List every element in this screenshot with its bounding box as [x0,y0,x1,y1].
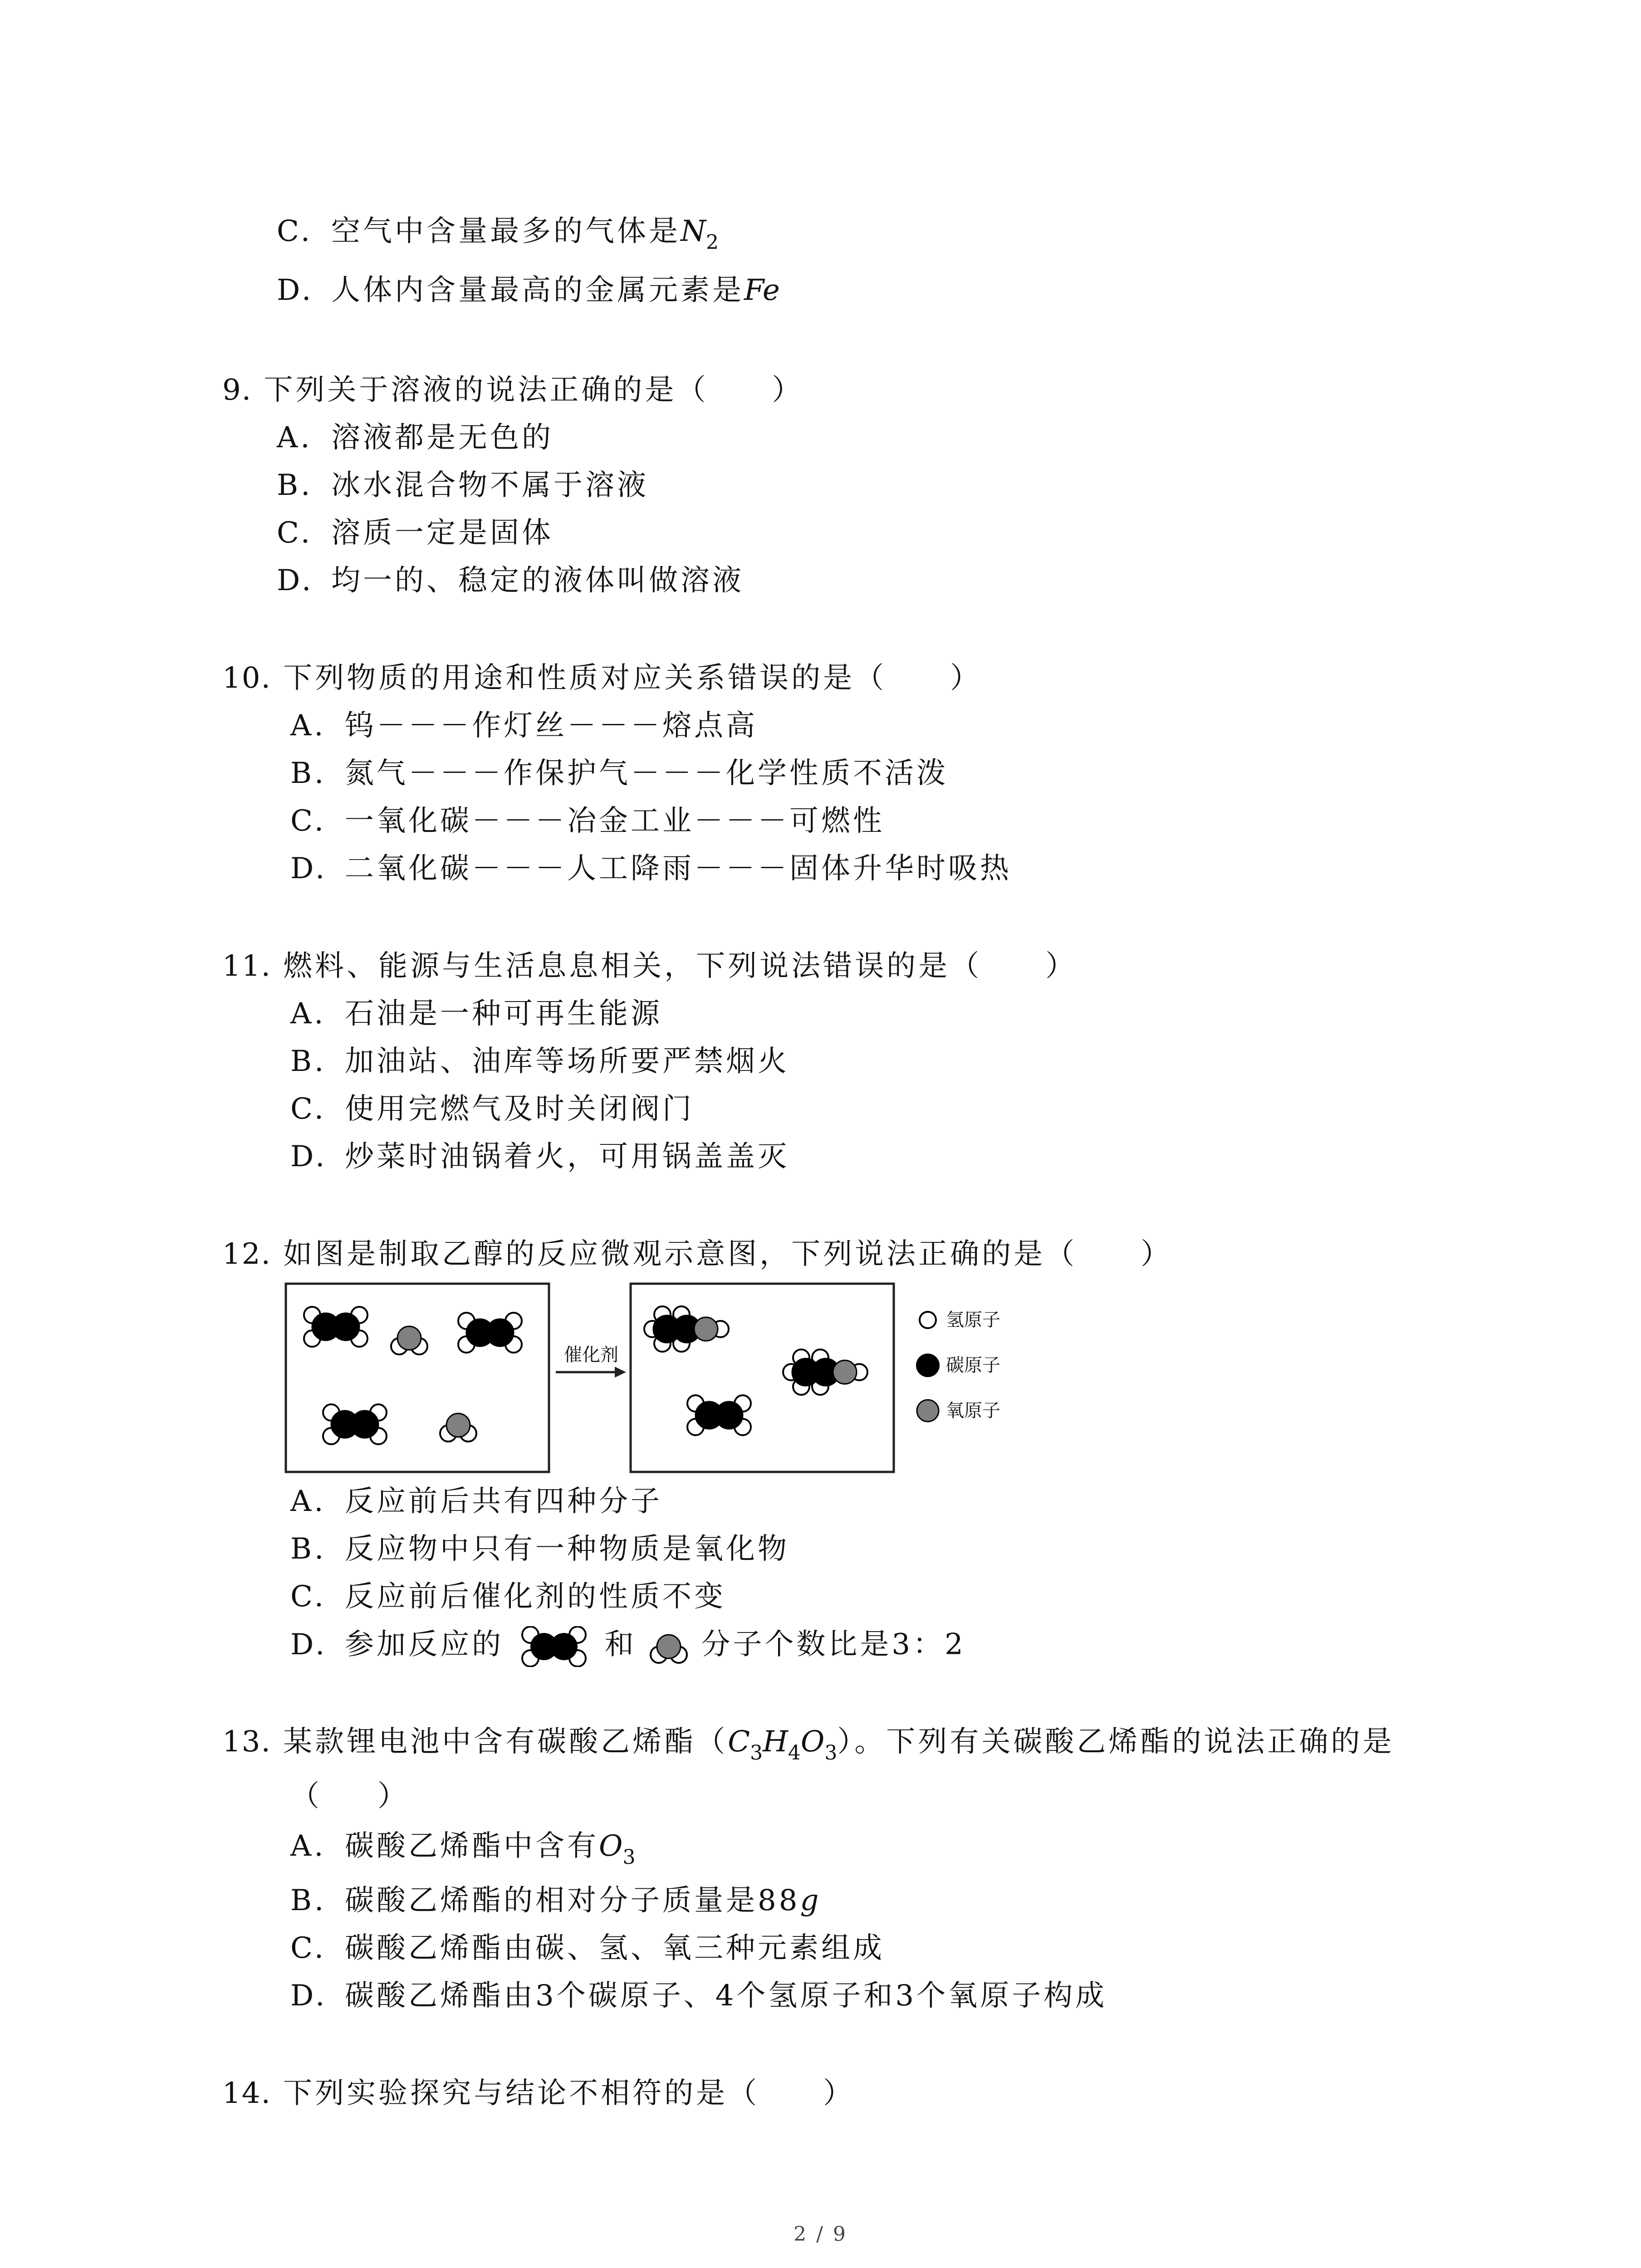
q11-option-b [290,1043,789,1080]
question-stem: 燃料、能源与生活息息相关，下列说法错误的是（ ） [283,949,1078,983]
option-text: 碳酸乙烯酯由3个碳原子、4个氢原子和3个氧原子构成 [345,1979,1107,2013]
option-text: 反应前后共有四种分子 [345,1485,662,1518]
q13-option-d [290,1978,1107,2014]
question-stem: 下列实验探究与结论不相符的是（ ） [283,2077,855,2110]
option-letter: C. [290,1092,327,1126]
option-letter: A. [290,997,326,1031]
option-text: 人体内含量最高的金属元素是 [331,274,744,307]
q10-option-b [290,755,948,792]
option-letter: C. [277,516,313,550]
option-text: 钨－－－作灯丝－－－熔点高 [345,709,758,743]
q11-option-d [290,1139,789,1175]
q12-stem [222,1236,1172,1272]
option-letter: D. [290,852,328,885]
option-letter: A. [290,709,326,743]
option-text: 反应物中只有一种物质是氧化物 [345,1532,789,1566]
ethylene-inline-icon [515,1626,593,1667]
formula: N [681,215,706,248]
q10-option-c [290,803,885,839]
question-number: 9. [222,373,252,407]
formula-c: C [728,1725,750,1759]
hydrogen-legend-icon [920,1312,936,1328]
question-number: 11. [222,949,271,983]
q8-option-d [277,272,780,308]
option-text: 参加反应的 [345,1628,504,1662]
option-letter: B. [290,1532,327,1566]
q14-stem [222,2075,855,2112]
option-letter: B. [277,469,313,502]
formula-h-sub: 4 [788,1741,801,1765]
option-text: 二氧化碳－－－人工降雨－－－固体升华时吸热 [345,852,1012,885]
legend-label-hydrogen: 氢原子 [946,1310,1000,1330]
option-letter: D. [290,1979,328,2013]
question-number: 12. [222,1237,271,1271]
question-stem-start: 某款锂电池中含有碳酸乙烯酯（ [283,1725,728,1759]
option-letter: C. [290,1931,327,1965]
option-text: 碳酸乙烯酯的相对分子质量是88 [345,1884,800,1917]
question-number: 13. [222,1725,271,1759]
option-letter: C. [290,804,327,838]
catalyst-label: 催化剂 [564,1345,618,1365]
q12-option-a [290,1483,662,1520]
carbon-legend-icon [916,1354,940,1377]
q13-option-b [290,1882,818,1919]
option-text: 碳酸乙烯酯中含有 [345,1829,599,1863]
option-text: 溶液都是无色的 [331,421,554,455]
q13-answer-paren [290,1778,407,1814]
question-stem: 下列关于溶液的说法正确的是（ ） [264,373,804,407]
formula: Fe [744,274,780,307]
question-number: 10. [222,661,271,695]
option-letter: A. [290,1829,326,1863]
option-text: 溶质一定是固体 [331,516,554,550]
legend-label-carbon: 碳原子 [946,1355,1000,1375]
formula-unit: g [800,1884,819,1917]
option-text: 石油是一种可再生能源 [345,997,662,1031]
q11-stem [222,948,1077,984]
option-letter: D. [290,1628,328,1662]
option-text: 冰水混合物不属于溶液 [331,469,649,502]
question-stem-end: ）。下列有关碳酸乙烯酯的说法正确的是 [837,1725,1395,1759]
option-letter: A. [290,1485,326,1518]
option-text: 均一的、稳定的液体叫做溶液 [331,564,744,597]
q13-option-a [290,1828,635,1876]
q13-stem [222,1724,1394,1771]
formula-h: H [763,1725,788,1759]
water-inline-icon [648,1628,689,1665]
q10-option-a [290,708,758,744]
reaction-diagram [281,1279,1043,1479]
option-text-ratio: 分子个数比是3：2 [701,1628,966,1662]
q10-option-d [290,850,1012,887]
arrow-head [615,1367,626,1378]
option-letter: B. [290,1045,327,1078]
formula-subscript: 2 [706,231,719,254]
option-letter: C. [290,1580,327,1613]
q9-option-b [277,467,649,503]
page-number: 2 / 9 [794,2223,847,2246]
formula-o-sub: 3 [824,1741,838,1765]
legend [916,1310,1000,1422]
option-letter: D. [277,564,314,597]
formula-subscript: 3 [622,1846,636,1869]
formula-o: O [800,1725,825,1759]
q12-option-c [290,1579,726,1615]
option-text-and: 和 [604,1628,637,1662]
question-stem: 如图是制取乙醇的反应微观示意图，下列说法正确的是（ ） [283,1237,1173,1271]
q12-option-d [290,1626,966,1667]
option-text: 氮气－－－作保护气－－－化学性质不活泼 [345,757,948,790]
q10-stem [222,660,982,696]
q9-option-c [277,515,554,551]
q11-option-a [290,996,662,1032]
option-text: 炒菜时油锅着火，可用锅盖盖灭 [345,1140,789,1173]
q12-option-b [290,1531,789,1567]
option-text: 使用完燃气及时关闭阀门 [345,1092,694,1126]
option-text: 空气中含量最多的气体是 [331,215,681,248]
q9-option-a [277,420,554,456]
option-text: 反应前后催化剂的性质不变 [345,1580,726,1613]
answer-blank: （ ） [290,1779,407,1813]
option-letter: D. [290,1140,328,1173]
option-letter: D. [277,274,314,307]
option-text: 碳酸乙烯酯由碳、氢、氧三种元素组成 [345,1931,885,1965]
option-text: 加油站、油库等场所要严禁烟火 [345,1045,789,1078]
formula: O [599,1829,623,1863]
option-letter: C. [277,215,313,248]
option-letter: B. [290,757,327,790]
q9-option-d [277,562,744,599]
q13-option-c [290,1930,885,1966]
q9-stem [222,372,803,408]
option-letter: B. [290,1884,327,1917]
reactants-box [286,1284,549,1472]
option-letter: A. [277,421,313,455]
q11-option-c [290,1091,694,1127]
question-number: 14. [222,2077,271,2110]
oxygen-legend-icon [917,1400,939,1422]
option-text: 一氧化碳－－－冶金工业－－－可燃性 [345,804,885,838]
legend-label-oxygen: 氧原子 [946,1401,1000,1421]
q8-option-c [277,213,719,261]
question-stem: 下列物质的用途和性质对应关系错误的是（ ） [283,661,982,695]
formula-c-sub: 3 [750,1741,763,1765]
